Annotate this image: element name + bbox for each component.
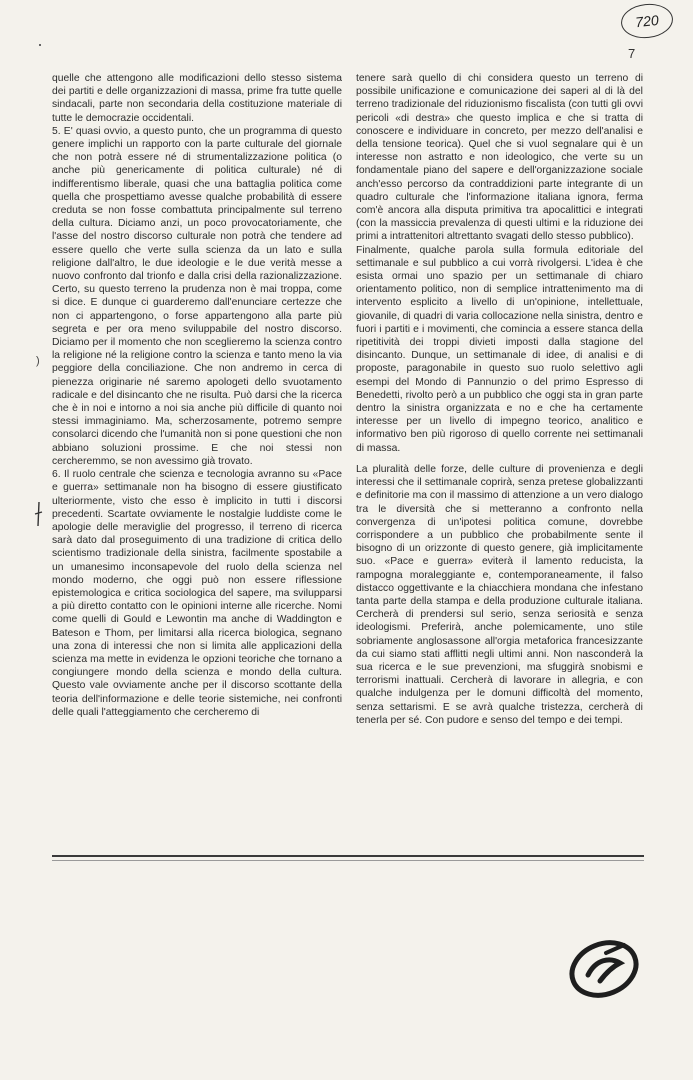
page-number: 7 [628, 46, 636, 61]
left-column [52, 72, 342, 719]
left-paragraph-3: 6. Il ruolo centrale che scienza e tecnologia avranno su «Pace e guerra» settimanale non ha bisogno di essere giustificato ulteriormente, visto che esso è implicito in tutti i discorsi precedenti. Scartate ovviamente le nostalgie luddiste come le apologie delle meraviglie del progresso, il terreno di ricerca sarà dato dal proseguimento di una tradizione di critica dello scientismo tradizionale della sinistra, facilmente spostabile a un umanesimo inconsapevole del ruolo della scienza nel mondo moderno, che oggi può non essere riflessione epistemologica e critica sociologica del sapere, ma svilupparsi a più diretto contatto con le opinioni interne alle ricerche. Nomi come quelli di Gould e Lewontin ma anche di Waddington e Bateson e Thom, per limitarsi alla ricerca biologica, segnano una zona di interessi che non si limita alle applicazioni della scienza ma mette in evidenza le opzioni teoriche che tornano a congiungere mondo della scienza e mondo della cultura. Questo vale ovviamente anche per il discorso scottante della teoria dell'informazione e delle teorie sistemiche, nei confronti delle quali l'atteggiamento che cercheremo di [52, 469, 342, 718]
publisher-logo-icon [566, 937, 642, 999]
right-paragraph-2: Finalmente, qualche parola sulla formula editoriale del settimanale e sul pubblico a cui vorrà rivolgersi. L'idea è che esista ormai uno spazio per un settimanale di chiaro orientamento politico, non di semplice intrattenimento ma di intervento esplicito a livello di un'opinione, intellettuale, giovanile, di quadri di varia collocazione nella sinistra, dentro e fuori i partiti e i movimenti, che comincia a essere stanca della ripetitività dei troppi divieti imposti dalla stagione del disincanto. Dunque, un settimanale di idee, di analisi e di proposte, paragonabile in questo suo ruolo selettivo agli esempi del Mondo di Pannunzio o del primo Espresso di Benedetti, rivolto però a un pubblico che oggi sta in gran parte dentro la sinistra organizzata e no e che ha certamente interesse per un livello di impegno teorico, analitico e informativo ben più rigoroso di quello corrente nei settimanali di massa. [356, 244, 643, 454]
right-paragraph-3: La pluralità delle forze, delle culture di provenienza e degli interessi che il settimanale coprirà, senza pretese globalizzanti e definitorie ma con il massimo di attenzione a un vero dialogo tra le diversità che si metteranno a confronto nella convergenza di un'ipotesi politica comune, dovrebbe corrispondere a un pubblico che probabilmente sente il bisogno di un orizzonte di questo genere, già implicitamente suo. «Pace e guerra» eviterà il lamento reducista, la rampogna moraleggiante e, contemporaneamente, il falso distacco oggettivante e la chiacchiera mondana che infestano tanta parte della stampa e della produzione culturale italiana. Cercherà di prendersi sul serio, senza seriosità e senza ideologismi. Preferirà, anche polemicamente, uno stile sobriamente anglosassone all'orgia metaforica francesizzante da cui siamo stati afflitti negli ultimi anni. Non nasconderà la sua ricerca e le sue prevenzioni, ma sfuggirà snobismi e terrorismi inattuali. Cercherà di lavorare in allegria, e con qualche indulgenza per le domuni difficoltà del momento, senza settarismi. E se avrà qualche tristezza, cercherà di tenerla per sé. Con pudore e senso del tempo e dei tempi. [356, 463, 643, 726]
right-column [356, 72, 643, 727]
footer-rule [52, 855, 644, 857]
scan-speck [39, 44, 41, 46]
footer-rule-thin [52, 860, 644, 861]
margin-annotation-mark: ) [36, 355, 40, 367]
margin-annotation-stroke-icon [33, 500, 45, 528]
left-paragraph-1: quelle che attengono alle modificazioni dello stesso sistema dei partiti e delle organizzazioni di massa, prime fra tutte quelle sindacali, parte non secondaria della costituzione materiale di tutte le democrazie occidentali. [52, 73, 342, 124]
archive-stamp [619, 1, 674, 40]
right-paragraph-1: tenere sarà quello di chi considera questo un terreno di possibile unificazione e comunicazione dei saperi al di là del terreno tradizionale del riduzionismo fiscalista (con tutti gli ovvi pericoli «di destra» che questo implica e che si tratta di conoscere e individuare in concreto, per mezzo dell'analisi e della tensione teorica). Quel che si vuol segnalare qui è un interesse non astratto e non ideologico, che verte su un fondamentale piano del sapere e dell'organizzazione sociale anch'esso percorso da contraddizioni parte integrante di un quadro culturale che l'informazione italiana ignora, ferma com'è ancora alla disputa primitiva tra apocalittici e integrati (con la massiccia prevalenza di questi ultimi e la riduzione dei primi a intrattenitori altrettanto svagati dello stesso pubblico). [356, 73, 643, 243]
archive-stamp-number: 720 [634, 11, 660, 31]
left-paragraph-2: 5. E' quasi ovvio, a questo punto, che un programma di questo genere implichi un rapporto con la parte culturale del giornale che non potrà essere né di strumentalizzazione politica (o anche più genericamente di politica culturale) né di indifferentismo liberale, quasi che una battaglia politica come quella che prospettiamo avesse qualche probabilità di essere creduta se non fosse combattuta principalmente sul terreno della cultura. Diciamo anzi, un poco provocatoriamente, che l'asse del nostro discorso culturale non potrà che tendere ad essere quello che verte sulla scienza da un lato e sulla religione dall'altro, le due ideologie e le due verità messe a nuovo confronto dal trionfo e dalla crisi della razionalizzazione. Certo, su questo terreno la prudenza non è mai troppa, come si dice. E dunque ci guarderemo dall'enunciare certezze che non ci appartengono, o forse appartengono alla parte più segreta e per ora meno sviluppabile del nostro discorso. Diciamo per il momento che non sceglieremo la scienza contro la religione né la religione contro la scienza e tanto meno la via peggiore della conciliazione. Che non andremo in cerca di pienezza originarie né saremo apologeti dello svuotamento radicale e del disincanto che ne risulta. Può darsi che la ricerca che è in noi e intorno a noi sia anche più difficile di quanto noi stessi immaginiamo. Ma, scherzosamente, potremo sempre consolarci dicendo che l'umanità non si pone questioni che non abbiano soluzioni prossime. E che noi stessi non cercheremmo, se non avessimo già trovato. [52, 125, 342, 467]
